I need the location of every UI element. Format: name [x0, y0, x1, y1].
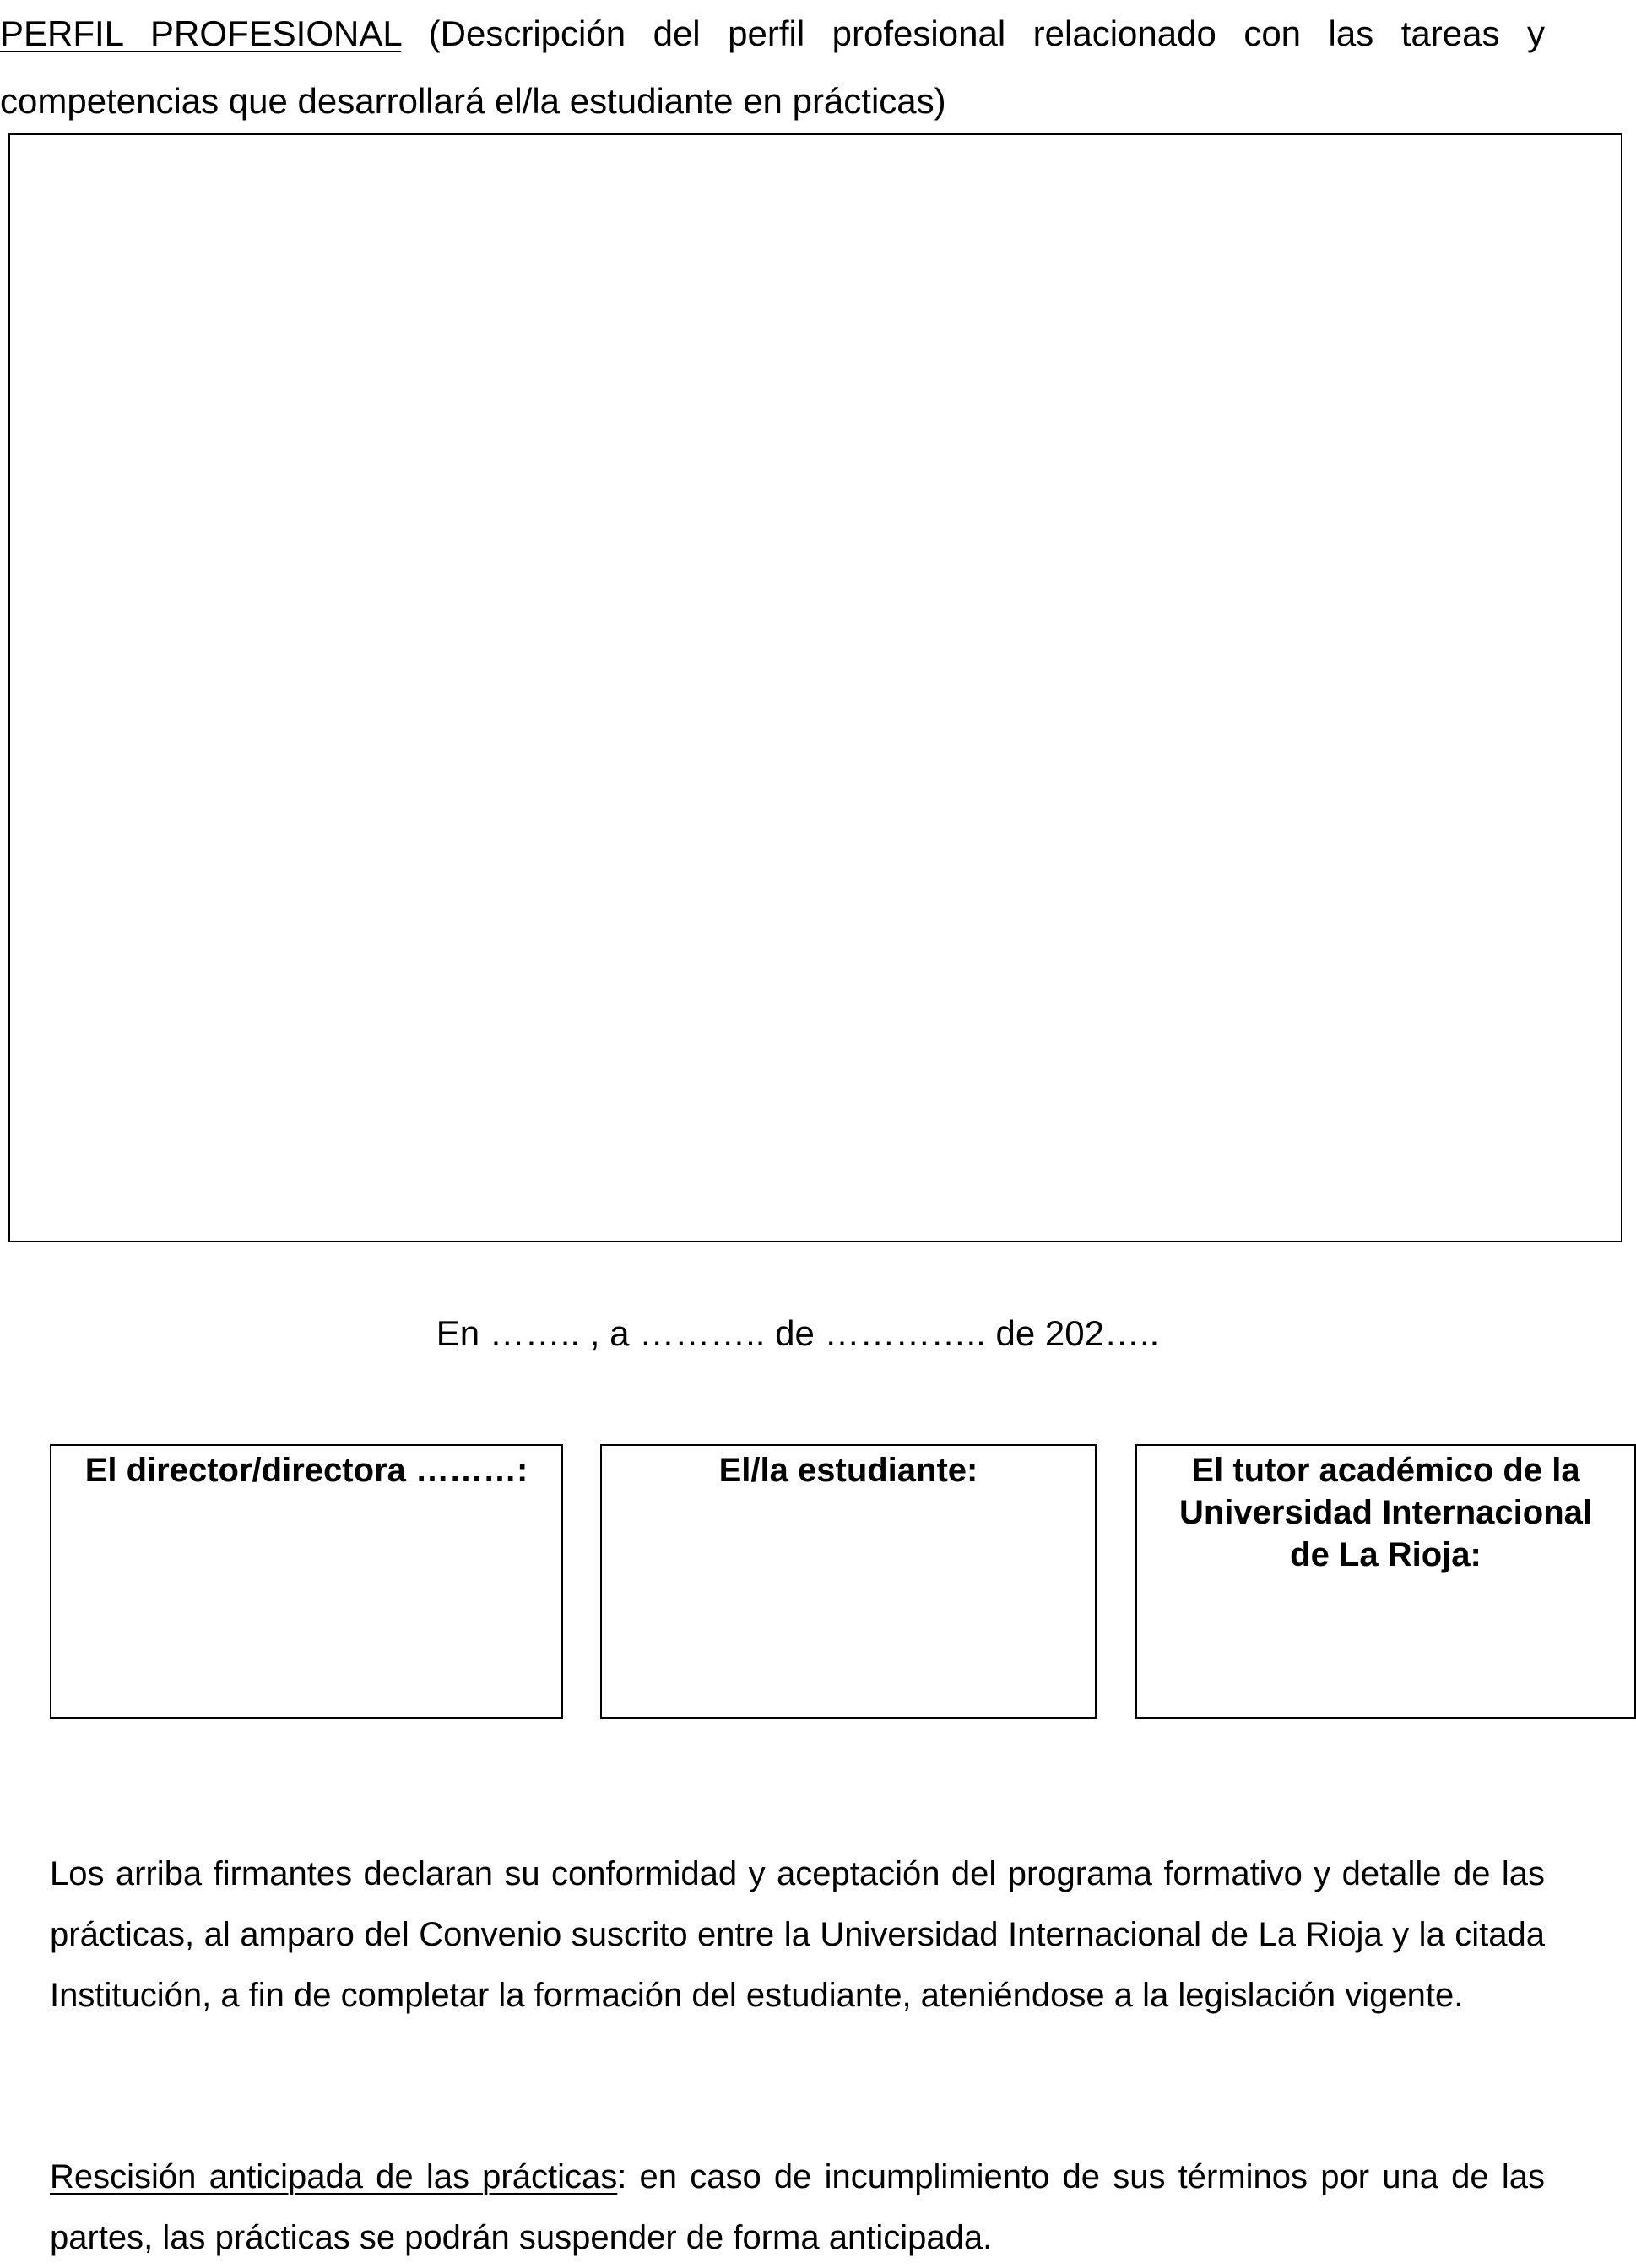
tutor-signature-box[interactable] — [1135, 1444, 1636, 1719]
perfil-profesional-label: PERFIL PROFESIONAL — [0, 14, 402, 53]
tutor-signature-label-line3: de La Rioja: — [1290, 1536, 1482, 1573]
tutor-signature-label-line1: El tutor académico de la — [1191, 1452, 1580, 1489]
director-signature-label: El director/directora ………: — [84, 1452, 528, 1489]
rescision-text: : en caso de incumplimiento de sus términos por una de las partes, las prácticas se podrán suspender de forma anticipada. — [50, 2158, 1545, 2256]
rescision-label: Rescisión anticipada de las prácticas — [50, 2158, 618, 2195]
perfil-profesional-box[interactable] — [8, 133, 1622, 1242]
student-signature-box[interactable] — [600, 1444, 1097, 1719]
place-date-line: En …….. , a ……….. de ………….. de 202….. — [436, 1313, 1160, 1353]
director-signature-box[interactable] — [50, 1444, 563, 1719]
perfil-profesional-description: (Descripción del perfil profesional relacionado con las tareas y competencias que desarrollará el/la estudiante en prácticas) — [0, 14, 1545, 121]
tutor-signature-label-line2: Universidad Internacional — [1178, 1494, 1593, 1531]
perfil-profesional-heading — [0, 0, 1545, 135]
student-signature-label: El/la estudiante: — [718, 1452, 978, 1489]
conformidad-paragraph: Los arriba firmantes declaran su conformidad y aceptación del programa formativo y detalle de las prácticas, al amparo del Convenio suscrito entre la Universidad Internacional de La Rioja y la citada Institución, a fin de completar la formación del estudiante, ateniéndose a la legislación vigente. — [50, 1855, 1545, 2014]
rescision-paragraph — [50, 2146, 1545, 2268]
